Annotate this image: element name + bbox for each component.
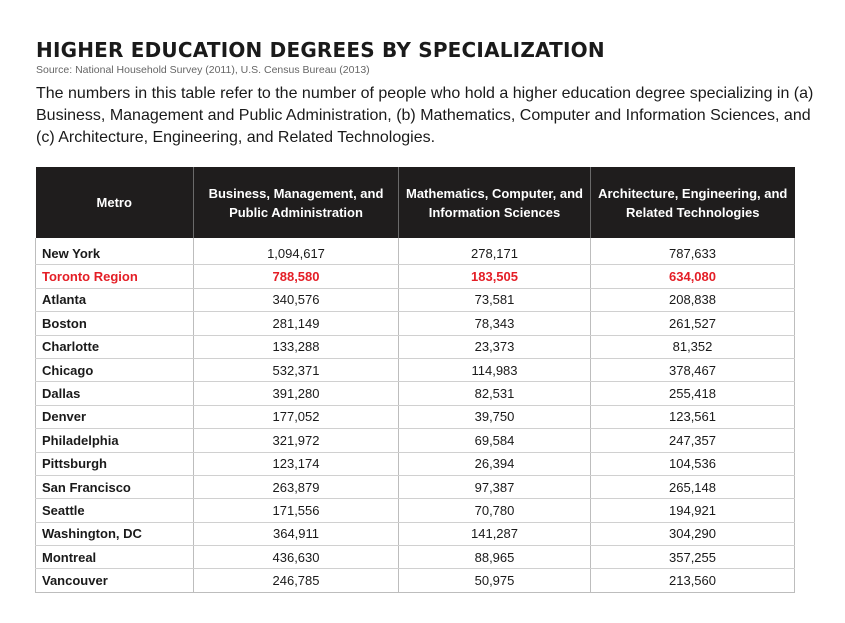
table-row [36, 522, 795, 545]
table-header-row [36, 167, 795, 238]
architecture-value-cell: 787,633 [591, 238, 795, 265]
mathematics-value-cell: 114,983 [399, 358, 591, 381]
table-row [36, 335, 795, 358]
metro-cell: Vancouver [36, 569, 194, 592]
table-row [36, 288, 795, 311]
degrees-table [35, 167, 795, 593]
metro-cell: Dallas [36, 382, 194, 405]
architecture-value-cell: 104,536 [591, 452, 795, 475]
mathematics-value-cell: 23,373 [399, 335, 591, 358]
architecture-value-cell: 255,418 [591, 382, 795, 405]
business-value-cell: 171,556 [194, 499, 399, 522]
table-row [36, 238, 795, 265]
business-value-cell: 532,371 [194, 358, 399, 381]
metro-cell: Pittsburgh [36, 452, 194, 475]
source-note: Source: National Household Survey (2011), U.S. Census Bureau (2013) [36, 64, 370, 76]
mathematics-value-cell: 183,505 [399, 265, 591, 288]
metro-cell: Charlotte [36, 335, 194, 358]
metro-cell: Philadelphia [36, 429, 194, 452]
table-row [36, 499, 795, 522]
table-row [36, 569, 795, 592]
business-value-cell: 391,280 [194, 382, 399, 405]
mathematics-value-cell: 78,343 [399, 312, 591, 335]
business-value-cell: 123,174 [194, 452, 399, 475]
metro-cell: Seattle [36, 499, 194, 522]
table-row [36, 429, 795, 452]
architecture-value-cell: 378,467 [591, 358, 795, 381]
column-header-business: Business, Management, and Public Administration [194, 167, 399, 238]
table-row [36, 358, 795, 381]
table-row [36, 405, 795, 428]
business-value-cell: 177,052 [194, 405, 399, 428]
architecture-value-cell: 357,255 [591, 546, 795, 569]
architecture-value-cell: 634,080 [591, 265, 795, 288]
business-value-cell: 436,630 [194, 546, 399, 569]
business-value-cell: 1,094,617 [194, 238, 399, 265]
business-value-cell: 788,580 [194, 265, 399, 288]
mathematics-value-cell: 88,965 [399, 546, 591, 569]
page-title: HIGHER EDUCATION DEGREES BY SPECIALIZATION [36, 38, 605, 62]
business-value-cell: 246,785 [194, 569, 399, 592]
business-value-cell: 263,879 [194, 475, 399, 498]
column-header-mathematics: Mathematics, Computer, and Information Sciences [399, 167, 591, 238]
business-value-cell: 133,288 [194, 335, 399, 358]
architecture-value-cell: 123,561 [591, 405, 795, 428]
architecture-value-cell: 304,290 [591, 522, 795, 545]
business-value-cell: 321,972 [194, 429, 399, 452]
metro-cell: Boston [36, 312, 194, 335]
metro-cell: Denver [36, 405, 194, 428]
mathematics-value-cell: 69,584 [399, 429, 591, 452]
metro-cell: San Francisco [36, 475, 194, 498]
mathematics-value-cell: 70,780 [399, 499, 591, 522]
table-row [36, 546, 795, 569]
business-value-cell: 340,576 [194, 288, 399, 311]
metro-cell: Montreal [36, 546, 194, 569]
mathematics-value-cell: 50,975 [399, 569, 591, 592]
description: The numbers in this table refer to the number of people who hold a higher education degree specializing in (a) Business, Management and Public Administration, (b) Mathematics, Computer and Information Sciences, and (c) Architecture, Engineering, and Related Technologies. [36, 85, 814, 146]
column-header-metro: Metro [36, 167, 194, 238]
metro-cell: Atlanta [36, 288, 194, 311]
architecture-value-cell: 194,921 [591, 499, 795, 522]
table-body [36, 238, 795, 592]
table-row [36, 452, 795, 475]
mathematics-value-cell: 82,531 [399, 382, 591, 405]
metro-cell: Chicago [36, 358, 194, 381]
business-value-cell: 364,911 [194, 522, 399, 545]
table-row [36, 475, 795, 498]
architecture-value-cell: 81,352 [591, 335, 795, 358]
architecture-value-cell: 208,838 [591, 288, 795, 311]
table-row [36, 312, 795, 335]
metro-cell: Washington, DC [36, 522, 194, 545]
mathematics-value-cell: 278,171 [399, 238, 591, 265]
degrees-table-container [35, 167, 794, 593]
table-row [36, 265, 795, 288]
architecture-value-cell: 265,148 [591, 475, 795, 498]
mathematics-value-cell: 73,581 [399, 288, 591, 311]
architecture-value-cell: 261,527 [591, 312, 795, 335]
metro-cell: Toronto Region [36, 265, 194, 288]
metro-cell: New York [36, 238, 194, 265]
mathematics-value-cell: 39,750 [399, 405, 591, 428]
architecture-value-cell: 247,357 [591, 429, 795, 452]
architecture-value-cell: 213,560 [591, 569, 795, 592]
mathematics-value-cell: 26,394 [399, 452, 591, 475]
table-row [36, 382, 795, 405]
column-header-architecture: Architecture, Engineering, and Related Technologies [591, 167, 795, 238]
mathematics-value-cell: 141,287 [399, 522, 591, 545]
business-value-cell: 281,149 [194, 312, 399, 335]
mathematics-value-cell: 97,387 [399, 475, 591, 498]
